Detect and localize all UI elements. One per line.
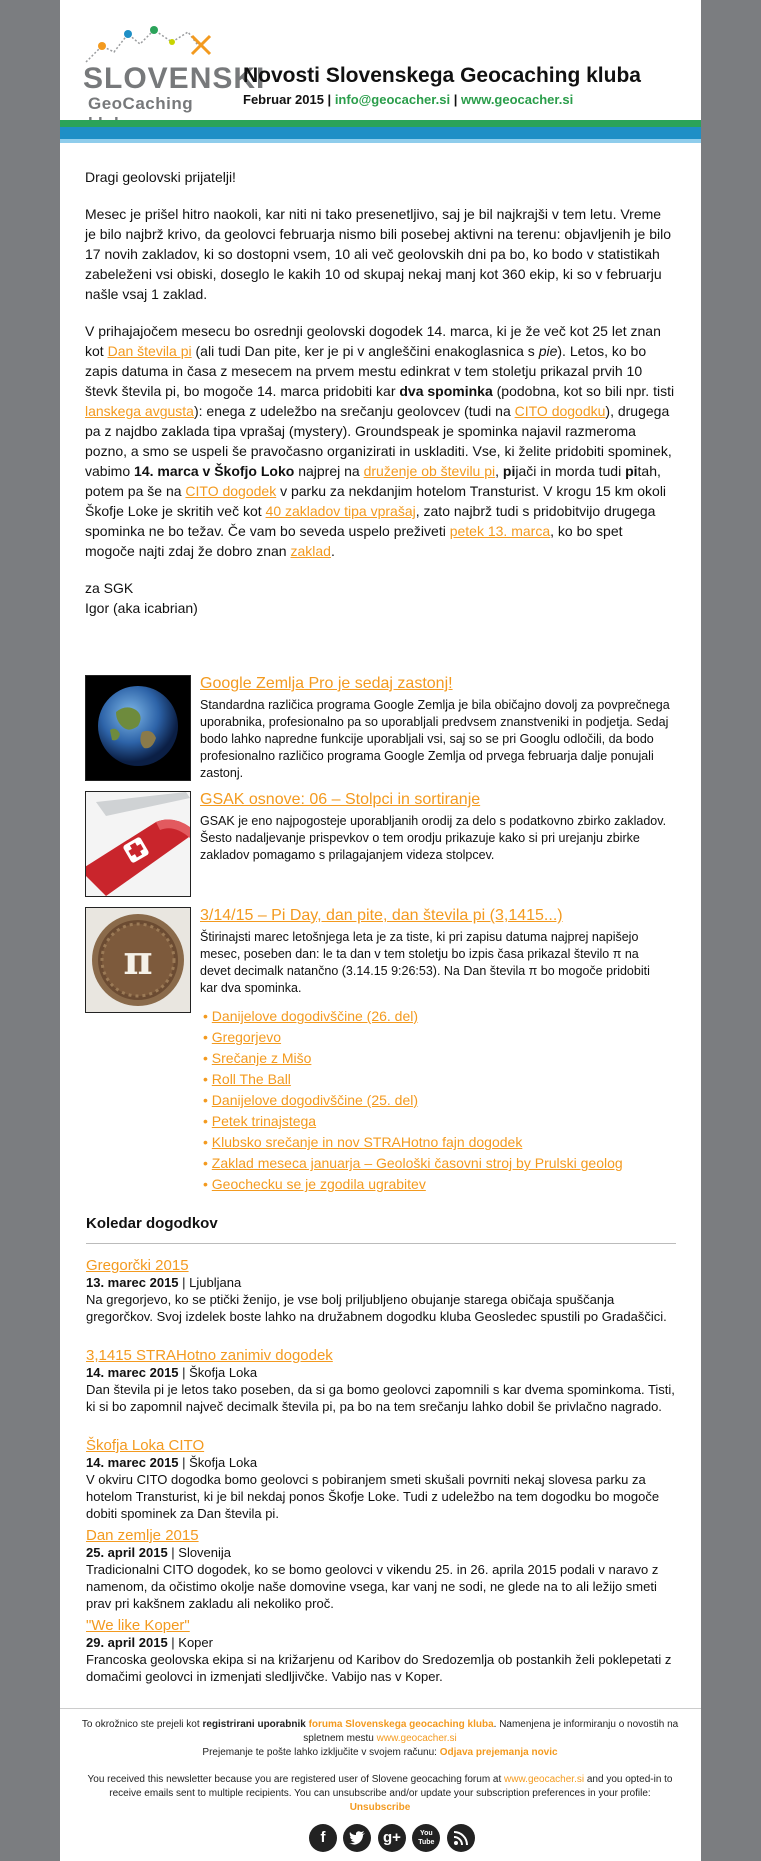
event-description: Francoska geolovska ekipa si na križarjenu od Karibov do Sredozemlja ob postankih želi poklepetati z domačimi geolovci in izmenjati sledljivčke. Vabijo nas v Koper. [86, 1652, 672, 1684]
event-title[interactable]: 3,1415 STRAHotno zanimiv dogodek [86, 1347, 333, 1364]
article-link[interactable]: Roll The Ball [211, 1071, 291, 1087]
feature-article [85, 675, 675, 785]
feature-title[interactable]: GSAK osnove: 06 – Stolpci in sortiranje [200, 791, 481, 808]
footer-divider [60, 1708, 701, 1709]
text: najprej na [294, 463, 364, 479]
article-link[interactable]: Klubsko srečanje in nov STRAHotno fajn dogodek [211, 1134, 523, 1150]
separator: | [323, 92, 335, 107]
facebook-icon[interactable]: f [309, 1824, 337, 1852]
text: jači in morda tudi [515, 463, 626, 479]
earth-thumbnail[interactable] [85, 675, 191, 781]
list-item[interactable]: • Geochecku se je zgodila ugrabitev [203, 1176, 426, 1192]
signature-org: za SGK [85, 580, 134, 596]
event-date-value: 14. marec 2015 [86, 1455, 179, 1470]
text: ): enega z udeležbo na srečanju geolovcev (tudi na [193, 403, 515, 419]
calendar-event [86, 1617, 676, 1685]
calendar-event [86, 1527, 676, 1612]
event-date-value: 14. marec 2015 [86, 1365, 179, 1380]
text: , [495, 463, 503, 479]
logo-wordmark: SLOVENSKI [83, 62, 266, 95]
feature-article [85, 791, 675, 901]
article-link[interactable]: Zaklad meseca januarja – Geološki časovni stroj by Prulski geolog [211, 1155, 623, 1171]
header-band-green [60, 120, 701, 127]
event-title[interactable]: Škofja Loka CITO [86, 1437, 205, 1454]
header-band-light-blue [60, 139, 701, 143]
divider [86, 1243, 676, 1244]
issue-date: Februar 2015 [243, 92, 324, 107]
event-place: | Koper [167, 1635, 213, 1650]
link-cito-event[interactable]: CITO dogodku [514, 403, 606, 419]
event-date [86, 1634, 676, 1651]
header-subline [243, 92, 573, 107]
footer-slovene [80, 1718, 680, 1760]
feature-article [85, 907, 675, 1017]
pie-icon [86, 908, 190, 1012]
link-40-mystery-caches[interactable]: 40 zakladov tipa vprašaj [265, 503, 416, 519]
swiss-knife-thumbnail[interactable] [85, 791, 191, 897]
text: and you opted-in to receive emails sent to multiple recipients. You can unsubscribe and/or update your subscription preferences in your profile: [109, 1774, 673, 1799]
text: ). Letos, ko bo zapis datuma in časa z mesecem na prvem mestu edinkrat v tem stoletju prikazal prvih 10 števk števila pi, bo mogoče 14. marca pridobiti kar [85, 343, 647, 399]
newsletter-title: Novosti Slovenskega Geocaching kluba [243, 64, 641, 87]
text: (ali tudi Dan pite, ker je pi v angleščini enakoglasnica s [191, 343, 539, 359]
forum-link[interactable]: foruma Slovenskega geocaching kluba [308, 1719, 494, 1730]
footer-english [80, 1773, 680, 1815]
text: Prejemanje te pošte lahko izključite v svojem računu: [202, 1747, 440, 1758]
text: V prihajajočem mesecu bo osrednji geolovski dogodek 14. marca, ki je že več kot 25 let znan kot [85, 323, 661, 359]
event-date [86, 1544, 676, 1561]
twitter-icon[interactable] [343, 1824, 371, 1852]
header-band-blue [60, 127, 701, 139]
newsletter-page [60, 0, 701, 1861]
unsubscribe-link[interactable]: Odjava prejemanja novic [439, 1747, 558, 1758]
greeting: Dragi geolovski prijatelji! [85, 169, 236, 185]
svg-text:π: π [123, 937, 153, 984]
text-pie: pie [538, 343, 558, 359]
event-description: Dan števila pi je letos tako poseben, da si ga bomo geolovci zapomnili s kar dvema spominkoma. Tisti, ki si bo zapomnil največ decimalk števila pi, pa bo na tem srečanju lahko dobil še privlačno nagrado. [86, 1382, 675, 1414]
event-place: | Slovenija [167, 1545, 232, 1560]
event-title[interactable]: Dan zemlje 2015 [86, 1527, 199, 1544]
text: You received this newsletter because you are registered user of Slovene geocaching forum at [87, 1774, 505, 1785]
list-item[interactable]: • Zaklad meseca januarja – Geološki časovni stroj by Prulski geolog [203, 1155, 623, 1171]
list-item[interactable]: • Danijelove dogodivščine (26. del) [203, 1008, 419, 1024]
header [60, 0, 701, 113]
calendar-event [86, 1347, 676, 1415]
text-bold: pi [625, 463, 638, 479]
feature-title[interactable]: 3/14/15 – Pi Day, dan pite, dan števila pi (3,1415...) [200, 907, 563, 924]
text-bold: 14. marca v Škofjo Loko [134, 463, 295, 479]
list-item[interactable]: • Petek trinajstega [203, 1113, 317, 1129]
list-item[interactable]: • Klubsko srečanje in nov STRAHotno fajn dogodek [203, 1134, 523, 1150]
website-link[interactable]: www.geocacher.si [460, 92, 574, 107]
event-place: | Škofja Loka [178, 1365, 258, 1380]
event-date-value: 13. marec 2015 [86, 1275, 179, 1290]
event-date [86, 1454, 676, 1471]
calendar-event [86, 1257, 676, 1325]
article-link[interactable]: Danijelove dogodivščine (26. del) [211, 1008, 419, 1024]
list-item[interactable]: • Roll The Ball [203, 1071, 291, 1087]
link-pi-day[interactable]: Dan števila pi [107, 343, 192, 359]
paragraph-1: Mesec je prišel hitro naokoli, kar niti ni tako presenetljivo, saj je bil najkrajši v tem letu. Vreme je bilo najbrž krivo, da geolovci februarja nismo bili posebej aktivni na terenu: objavljenih je bilo 17 novih zakladov, ki so dostopni vsem, 10 ali več geolovskih dni pa bo, ko bodo v statistikah zabeleženi vsi obiski, doseglo le kakih 10 od skupaj nekaj manj kot 360 ekip, ki so v februarju našle vsaj 1 zaklad. [85, 206, 671, 302]
globe-icon [86, 676, 190, 780]
event-date-value: 25. april 2015 [86, 1545, 168, 1560]
event-description: Na gregorjevo, ko se ptički ženijo, je vse bolj priljubljeno obujanje starega običaja spuščanja gregorčkov. Svoj izdelek boste lahko na družabnem dogodku kluba Geosledec spustili po Gradaščici. [86, 1292, 667, 1324]
text-bold: dva spominka [399, 383, 493, 399]
social-links [309, 1824, 477, 1856]
email-link[interactable]: info@geocacher.si [334, 92, 451, 107]
text: . Namenjena je informiranju o novostih na spletnem mestu [303, 1719, 679, 1744]
event-place: | Ljubljana [178, 1275, 242, 1290]
text: tah, potem pa še na [85, 463, 661, 499]
text: (podobna, kot so bili npr. tisti [492, 383, 675, 399]
google-plus-icon[interactable]: g+ [378, 1824, 406, 1852]
text: v parku za nekdanjim hotelom Transturist. V krogu 15 km okoli Škofje Loke je skritih več kot [85, 483, 667, 519]
event-date [86, 1364, 676, 1381]
article-link[interactable]: Gregorjevo [211, 1029, 282, 1045]
website-link[interactable]: www.geocacher.si [504, 1774, 585, 1785]
text: . [330, 543, 335, 559]
article-link[interactable]: Danijelove dogodivščine (25. del) [211, 1092, 419, 1108]
article-link[interactable]: Geochecku se je zgodila ugrabitev [211, 1176, 426, 1192]
article-link[interactable]: Srečanje z Mišo [211, 1050, 312, 1066]
list-item[interactable]: • Danijelove dogodivščine (25. del) [203, 1092, 419, 1108]
youtube-icon[interactable]: You Tube [412, 1824, 440, 1852]
swiss-knife-icon [86, 792, 190, 896]
event-date [86, 1274, 676, 1291]
feature-text: Standardna različica programa Google Zemlja je bila običajno dovolj za povprečnega uporabnika, profesionalno pa so uporabljali predvsem znanstveniki in podjetja. Sedaj bodo lahko napredne funkcije uporabljali vsi, saj so se pri Googlu odločili, da bodo profesionalno različico programa Google Zemlja od prvega februarja dalje ponujali zastonj. [200, 698, 670, 780]
signature-author: Igor (aka icabrian) [85, 600, 198, 616]
text: , zato najbrž tudi s pridobitvijo drugega spominka ne bo težav. Če vam bo seveda uspelo preživeti [85, 503, 656, 539]
event-title[interactable]: Gregorčki 2015 [86, 1257, 189, 1274]
feature-text: GSAK je eno najpogosteje uporabljanih orodij za delo s podatkovno zbirko zakladov. Šesto nadaljevanje prispevkov o tem orodju prikazuje kako si pri urejanju zbirke zakladov pomagamo s prilagajanjem videza stolpcev. [200, 814, 667, 862]
logo-subtitle: GeoCaching [88, 94, 194, 113]
text-bold: registrirani uporabnik [202, 1719, 306, 1730]
link-pi-meetup[interactable]: druženje ob številu pi [363, 463, 496, 479]
link-cito-dogodek[interactable]: CITO dogodek [185, 483, 277, 499]
event-title[interactable]: "We like Koper" [86, 1617, 190, 1634]
event-date-value: 29. april 2015 [86, 1635, 168, 1650]
calendar-event [86, 1437, 676, 1522]
calendar-heading: Koledar dogodkov [86, 1215, 218, 1232]
website-link[interactable]: www.geocacher.si [376, 1733, 457, 1744]
more-articles-list [203, 1006, 623, 1195]
article-link[interactable]: Petek trinajstega [211, 1113, 317, 1129]
event-description: V okviru CITO dogodka bomo geolovci s pobiranjem smeti skušali povrniti nekaj slovesa parku za hotelom Transturist, ki je bil nekdaj ponos Škofje Loke. Tudi z udeležbo na tem dogodku bo mogoče dobiti spominek za Dan števila pi. [86, 1472, 660, 1521]
sgk-logo[interactable] [80, 22, 266, 122]
signature [85, 578, 675, 618]
event-place: | Škofja Loka [178, 1455, 258, 1470]
text-bold: pi [502, 463, 516, 479]
list-item[interactable]: • Gregorjevo [203, 1029, 282, 1045]
text: To okrožnico ste prejeli kot [81, 1719, 203, 1730]
unsubscribe-link[interactable]: Unsubscribe [349, 1802, 411, 1813]
link-last-august[interactable]: lanskega avgusta [85, 403, 194, 419]
text: , ko bo spet mogoče najti zdaj že dobro znan [85, 523, 623, 559]
list-item[interactable]: • Srečanje z Mišo [203, 1050, 312, 1066]
rss-icon[interactable] [447, 1824, 475, 1852]
editorial-letter [85, 167, 675, 618]
separator: | [450, 92, 461, 107]
feature-text: Štirinajsti marec letošnjega leta je za tiste, ki pri zapisu datuma najprej napišejo mesec, poseben dan: le ta dan v tem stoletju bo izpis časa prikazal število π na devet decimalk natančno (3.14.15 9:26:53). Na Dan števila π bo mogoče pridobiti kar dva spominka. [200, 930, 650, 995]
feature-title[interactable]: Google Zemlja Pro je sedaj zastonj! [200, 675, 453, 692]
text: ), drugega pa z najdbo zaklada tipa vprašaj (mystery). Groundspeak je spominka najavil razmeroma pozno, a smo se uspeli še pravočasno organizirati in uskladiti. Vse, ki želite pridobiti spominek, vabimo [85, 403, 672, 479]
link-cache[interactable]: zaklad [290, 543, 331, 559]
event-description: Tradicionalni CITO dogodek, ko se bomo geolovci v vikendu 25. in 26. aprila 2015 podali v naravo z namenom, da očistimo okolje naše domovine vsega, kar vanj ne sodi, ne glede na to ali ležijo smeti prav pri kakšnem zakladu ali nekoliko proč. [86, 1562, 659, 1611]
pi-pie-thumbnail[interactable] [85, 907, 191, 1013]
paragraph-2 [85, 321, 675, 561]
link-friday-13[interactable]: petek 13. marca [449, 523, 551, 539]
